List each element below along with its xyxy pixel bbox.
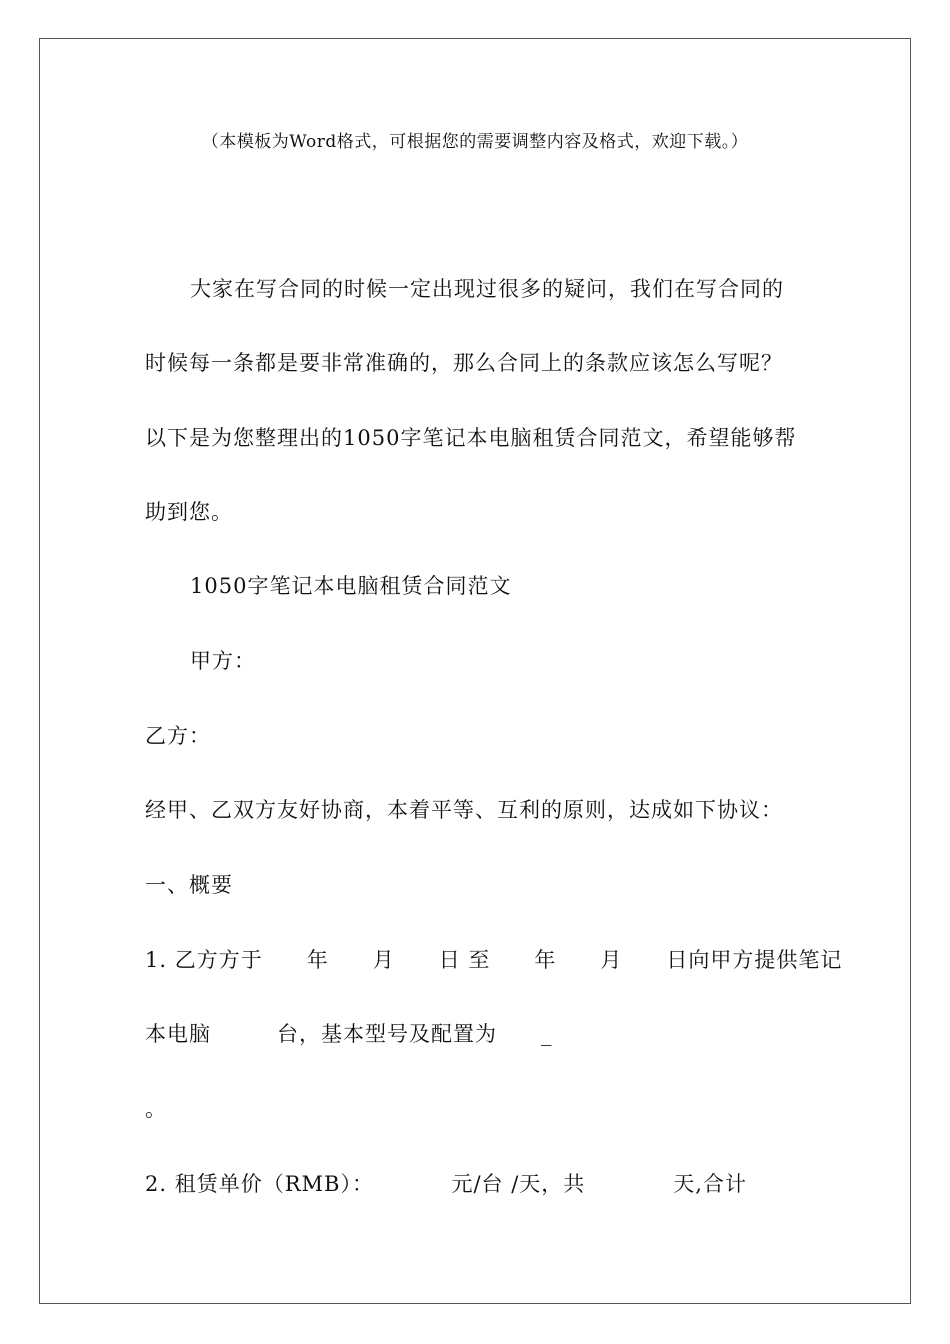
intro-line-3: 以下是为您整理出的1050字笔记本电脑租赁合同范文，希望能够帮 <box>145 426 797 450</box>
template-note: （本模板为Word格式，可根据您的需要调整内容及格式，欢迎下载。） <box>201 132 749 152</box>
party-a-label: 甲方： <box>190 649 256 673</box>
clause-2-line-1: 2. 租赁单价（RMB）： 元/台 /天，共 天,合计 <box>145 1172 747 1196</box>
clause-1-line-1: 1. 乙方方于 年 月 日 至 年 月 日向甲方提供笔记 <box>145 948 843 972</box>
agreement-line: 经甲、乙双方友好协商，本着平等、互利的原则，达成如下协议： <box>145 798 783 822</box>
party-b-label: 乙方： <box>145 724 211 748</box>
contract-title: 1050字笔记本电脑租赁合同范文 <box>190 574 512 598</box>
intro-line-2: 时候每一条都是要非常准确的，那么合同上的条款应该怎么写呢？ <box>145 351 783 375</box>
clause-1-line-3: 。 <box>145 1097 167 1121</box>
page-border <box>39 38 911 1304</box>
intro-line-4: 助到您。 <box>145 500 233 524</box>
section-1-heading: 一、概要 <box>145 873 233 897</box>
intro-line-1: 大家在写合同的时候一定出现过很多的疑问，我们在写合同的 <box>190 277 784 301</box>
clause-1-line-2: 本电脑 台，基本型号及配置为 _ <box>145 1022 553 1046</box>
